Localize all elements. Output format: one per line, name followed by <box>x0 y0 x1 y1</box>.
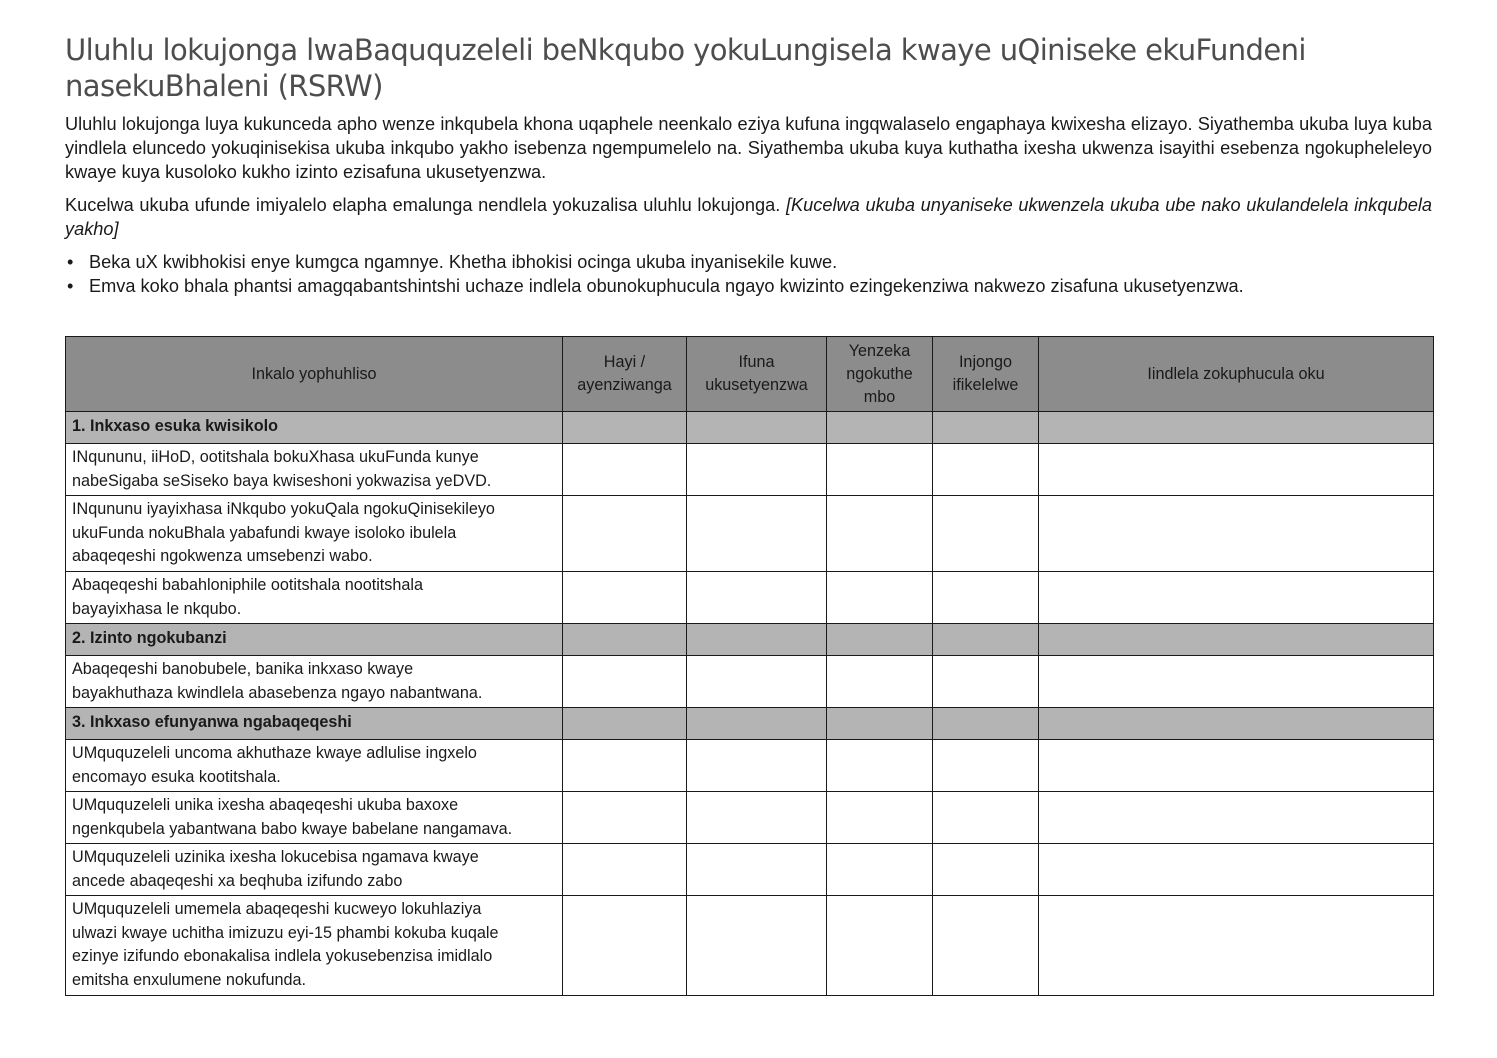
checkbox-needs-work[interactable] <box>687 844 827 896</box>
improvement-comment-cell[interactable] <box>1039 496 1434 572</box>
checkbox-partly-done[interactable] <box>827 496 933 572</box>
checkbox-not-done[interactable] <box>563 496 687 572</box>
section-label: 1. Inkxaso esuka kwisikolo <box>66 412 563 444</box>
document-title: Uluhlu lokujonga lwaBaququzeleli beNkqubo yokuLungisela kwaye uQiniseke ekuFundeni nasekuBhaleni (RSRW) <box>65 33 1306 103</box>
section-label: 2. Izinto ngokubanzi <box>66 624 563 656</box>
criterion-text: UMququzeleli uzinika ixesha lokucebisa ngamava kwaye ancede abaqeqeshi xa beqhuba izifundo zabo <box>66 844 563 896</box>
header-needs-work: Ifuna ukusetyenzwa <box>687 337 827 412</box>
table-row <box>66 896 1434 996</box>
improvement-comment-cell[interactable] <box>1039 656 1434 708</box>
checkbox-not-done[interactable] <box>563 572 687 624</box>
bullet-item: • Emva koko bhala phantsi amagqabantshintshi uchaze indlela obunokuphucula ngayo kwizinto ezingekenziwa nakwezo zisafuna ukusetyenzwa. <box>65 274 1432 298</box>
checkbox-partly-done[interactable] <box>827 896 933 996</box>
criterion-text: Abaqeqeshi babahloniphile ootitshala nootitshala bayayixhasa le nkqubo. <box>66 572 563 624</box>
checkbox-goal-achieved[interactable] <box>933 496 1039 572</box>
checkbox-partly-done[interactable] <box>827 444 933 496</box>
checkbox-partly-done[interactable] <box>827 844 933 896</box>
checkbox-needs-work[interactable] <box>687 792 827 844</box>
header-partly-done: Yenzeka ngokuthe mbo <box>827 337 933 412</box>
checkbox-needs-work[interactable] <box>687 656 827 708</box>
criterion-text: UMququzeleli unika ixesha abaqeqeshi ukuba baxoxe ngenkqubela yabantwana babo kwaye babelane nangamava. <box>66 792 563 844</box>
improvement-comment-cell[interactable] <box>1039 740 1434 792</box>
improvement-comment-cell[interactable] <box>1039 844 1434 896</box>
table-row <box>66 792 1434 844</box>
bullet-item: • Beka uX kwibhokisi enye kumgca ngamnye. Khetha ibhokisi ocinga ukuba inyanisekile kuwe. <box>65 250 1432 274</box>
improvement-comment-cell[interactable] <box>1039 896 1434 996</box>
header-area-of-development: Inkalo yophuhliso <box>66 337 563 412</box>
criterion-text: Abaqeqeshi banobubele, banika inkxaso kwaye bayakhuthaza kwindlela abasebenza ngayo nabantwana. <box>66 656 563 708</box>
checkbox-goal-achieved[interactable] <box>933 740 1039 792</box>
section-label: 3. Inkxaso efunyanwa ngabaqeqeshi <box>66 708 563 740</box>
checkbox-goal-achieved[interactable] <box>933 444 1039 496</box>
instruction-italic-note: [Kucelwa ukuba unyaniseke ukwenzela ukuba ube nako ukulandelela inkqubela yakho] <box>65 195 1432 239</box>
checkbox-not-done[interactable] <box>563 444 687 496</box>
checklist-table <box>65 336 1434 996</box>
checkbox-not-done[interactable] <box>563 656 687 708</box>
header-ways-to-improve: Iindlela zokuphucula oku <box>1039 337 1434 412</box>
checkbox-partly-done[interactable] <box>827 792 933 844</box>
improvement-comment-cell[interactable] <box>1039 444 1434 496</box>
table-row <box>66 656 1434 708</box>
section-row <box>66 624 1434 656</box>
checkbox-needs-work[interactable] <box>687 572 827 624</box>
checkbox-not-done[interactable] <box>563 740 687 792</box>
instruction-paragraph <box>65 193 1432 241</box>
header-not-done: Hayi / ayenziwanga <box>563 337 687 412</box>
table-row <box>66 572 1434 624</box>
table-row <box>66 496 1434 572</box>
checkbox-goal-achieved[interactable] <box>933 656 1039 708</box>
checkbox-goal-achieved[interactable] <box>933 844 1039 896</box>
checkbox-partly-done[interactable] <box>827 572 933 624</box>
checkbox-not-done[interactable] <box>563 896 687 996</box>
table-row <box>66 844 1434 896</box>
instruction-bullets <box>65 250 1432 298</box>
checkbox-goal-achieved[interactable] <box>933 896 1039 996</box>
criterion-text: UMququzeleli uncoma akhuthaze kwaye adlulise ingxelo encomayo esuka kootitshala. <box>66 740 563 792</box>
checkbox-goal-achieved[interactable] <box>933 572 1039 624</box>
criterion-text: UMququzeleli umemela abaqeqeshi kucweyo lokuhlaziya ulwazi kwaye uchitha imizuzu eyi-15 phambi kokuba kuqale ezinye izifundo ebonakalisa indlela yokusebenzisa imidlalo emitsha enxulumene nokufunda. <box>66 896 563 996</box>
checkbox-partly-done[interactable] <box>827 656 933 708</box>
checkbox-not-done[interactable] <box>563 792 687 844</box>
criterion-text: INqununu, iiHoD, ootitshala bokuXhasa ukuFunda kunye nabeSigaba seSiseko baya kwiseshoni yokwazisa yeDVD. <box>66 444 563 496</box>
instruction-text: Kucelwa ukuba ufunde imiyalelo elapha emalunga nendlela yokuzalisa uluhlu lokujonga. <box>65 195 781 215</box>
table-header-row <box>66 337 1434 412</box>
table-row <box>66 444 1434 496</box>
intro-paragraph: Uluhlu lokujonga luya kukunceda apho wenze inkqubela khona uqaphele neenkalo eziya kufuna ingqwalaselo engaphaya kwixesha elizayo. Siyathemba ukuba luya kuba yindlela eluncedo yokuqinisekisa ukuba inkqubo yakho isebenza ngempumelelo na. Siyathemba ukuba kuya kuthatha ixesha ukwenza isayithi esebenza ngokupheleleyo kwaye kuya kusoloko kukho izinto ezisafuna ukusetyenzwa. <box>65 114 1432 182</box>
checkbox-needs-work[interactable] <box>687 896 827 996</box>
improvement-comment-cell[interactable] <box>1039 572 1434 624</box>
section-row <box>66 412 1434 444</box>
checkbox-goal-achieved[interactable] <box>933 792 1039 844</box>
checkbox-needs-work[interactable] <box>687 740 827 792</box>
checkbox-needs-work[interactable] <box>687 444 827 496</box>
section-row <box>66 708 1434 740</box>
improvement-comment-cell[interactable] <box>1039 792 1434 844</box>
checkbox-partly-done[interactable] <box>827 740 933 792</box>
checkbox-needs-work[interactable] <box>687 496 827 572</box>
checkbox-not-done[interactable] <box>563 844 687 896</box>
table-row <box>66 740 1434 792</box>
header-goal-achieved: Injongo ifikelelwe <box>933 337 1039 412</box>
criterion-text: INqununu iyayixhasa iNkqubo yokuQala ngokuQinisekileyo ukuFunda nokuBhala yabafundi kwaye isoloko ibulela abaqeqeshi ngokwenza umsebenzi wabo. <box>66 496 563 572</box>
document-page <box>65 32 1432 298</box>
